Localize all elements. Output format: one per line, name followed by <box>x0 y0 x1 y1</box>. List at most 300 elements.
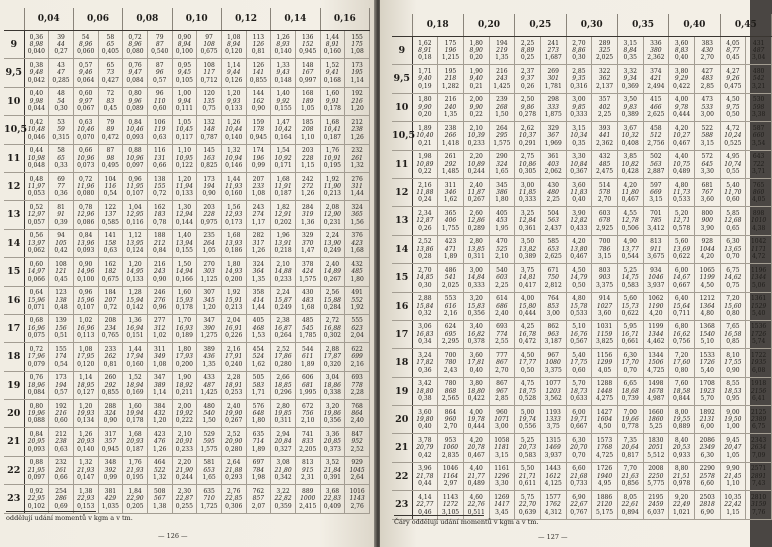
cell-value: 0,073 <box>77 161 95 169</box>
table-cell <box>123 314 148 342</box>
cell-value: 2389 <box>750 416 767 424</box>
cell-value: 0,95 <box>726 395 740 403</box>
cell-value: 2,70 <box>597 196 612 204</box>
cell-value: 7,70 <box>623 465 637 473</box>
cell-value: 681 <box>701 181 713 189</box>
table-cell <box>246 172 271 200</box>
table-row <box>392 122 772 150</box>
table-cell <box>617 377 643 405</box>
cell-value: 5,775 <box>647 480 665 488</box>
cell-value: 1,26 <box>350 133 364 141</box>
cell-value: 1443 <box>545 465 561 473</box>
cell-value: 9,86 <box>520 103 535 111</box>
cell-value: 868 <box>444 387 457 395</box>
row-label: 13 <box>392 207 412 235</box>
cell-value: 2,25 <box>597 111 612 119</box>
table-cell <box>643 122 669 150</box>
cell-value: 0,389 <box>518 253 537 261</box>
table-cell <box>694 207 720 235</box>
cell-value: 0,26 <box>418 224 432 232</box>
cell-value: 0,48 <box>54 303 68 311</box>
cell-value: 414 <box>252 296 265 304</box>
cell-value: 0,378 <box>467 338 485 346</box>
table-cell <box>271 343 296 371</box>
cell-value: 0,583 <box>518 451 537 459</box>
table-cell <box>49 371 74 399</box>
table-row <box>4 201 370 229</box>
table-cell <box>147 172 172 200</box>
cell-value: 2,72 <box>325 317 340 325</box>
table-cell <box>566 349 592 377</box>
table-cell <box>73 485 98 513</box>
cell-value: 264 <box>496 124 508 132</box>
cell-value: 336 <box>650 39 662 47</box>
cell-value: 1,08 <box>153 360 167 368</box>
cell-value: 119 <box>153 126 166 134</box>
table-cell <box>320 286 345 314</box>
cell-value: 7,20 <box>726 295 740 303</box>
cell-value: 1469 <box>545 444 561 452</box>
cell-value: 0,72 <box>103 303 118 311</box>
table-cell <box>643 150 669 178</box>
cell-value: 0,467 <box>467 451 485 459</box>
cell-value: 0,42 <box>54 247 68 255</box>
table-cell <box>592 122 618 150</box>
table-cell <box>540 434 566 462</box>
table-cell <box>221 229 246 257</box>
cell-value: 406 <box>444 217 457 225</box>
cell-value: 2051 <box>648 444 664 452</box>
cell-value: 1573 <box>596 437 613 445</box>
cell-value: 2,85 <box>572 67 586 75</box>
cell-value: 427 <box>701 67 713 75</box>
cell-value: 81 <box>57 203 65 211</box>
table-cell <box>271 201 296 229</box>
cell-value: 15,91 <box>225 296 243 304</box>
cell-value: 0,186 <box>225 247 243 255</box>
cell-value: 126 <box>252 61 265 69</box>
table-cell <box>147 229 172 257</box>
table-cell <box>566 207 592 235</box>
cell-value: 6,60 <box>700 480 714 488</box>
cell-value: 54 <box>81 33 90 41</box>
table-cell <box>221 314 246 342</box>
cell-value: 0,302 <box>323 332 341 340</box>
table-cell <box>98 400 123 428</box>
cell-value: 10,96 <box>77 154 95 162</box>
cell-value: 381 <box>104 487 117 495</box>
table-cell <box>489 122 515 150</box>
cell-value: 16,71 <box>621 330 639 338</box>
cell-value: 553 <box>444 295 457 303</box>
cell-value: 1080 <box>545 359 561 367</box>
cell-value: 9,40 <box>469 75 483 83</box>
cell-value: 0,525 <box>724 139 742 147</box>
cell-value: 1,575 <box>299 275 317 283</box>
cell-value: 17,93 <box>175 353 193 361</box>
cell-value: 14,67 <box>672 274 691 282</box>
cell-value: 774 <box>496 330 508 338</box>
cell-value: 5,20 <box>674 209 689 217</box>
cell-value: 238 <box>351 126 363 134</box>
cell-value: 11,83 <box>570 188 588 196</box>
cell-value: 2,16 <box>350 360 364 368</box>
cell-value: 13,69 <box>672 245 691 253</box>
cell-value: 16,82 <box>467 330 485 338</box>
cell-value: 540 <box>203 410 215 418</box>
table-row <box>4 144 370 172</box>
row-label: 9 <box>392 37 412 65</box>
table-cell <box>271 428 296 456</box>
cell-value: 2503 <box>699 493 715 501</box>
cell-value: 0,064 <box>77 76 95 84</box>
cell-value: 432 <box>153 410 166 418</box>
table-cell <box>123 428 148 456</box>
cell-value: 14,96 <box>77 268 95 276</box>
cell-value: 0,22 <box>469 111 483 119</box>
cell-value: 10,46 <box>77 126 95 134</box>
cell-value: 1,62 <box>251 360 266 368</box>
cell-value: 6,30 <box>726 238 740 246</box>
table-cell <box>515 37 541 65</box>
cell-value: 0,711 <box>672 309 691 317</box>
cell-value: 162 <box>252 97 265 105</box>
cell-value: 10,91 <box>323 154 341 162</box>
cell-value: 700 <box>598 238 611 246</box>
cell-value: 173 <box>351 61 363 69</box>
cell-value: 2,52 <box>418 238 432 246</box>
row-label: 10 <box>392 93 412 121</box>
cell-value: 6,90 <box>572 493 586 501</box>
cell-value: 0,226 <box>225 332 243 340</box>
cell-value: 0,70 <box>623 366 637 374</box>
cell-value: 9,93 <box>227 97 241 105</box>
table-cell <box>643 491 669 519</box>
cell-value: 13,65 <box>724 245 742 253</box>
cell-value: 587 <box>752 124 765 132</box>
row-label: 17 <box>392 320 412 348</box>
table-cell <box>617 406 643 434</box>
cell-value: 1,80 <box>177 345 192 353</box>
cell-value: 108 <box>55 260 67 268</box>
table-cell <box>515 491 541 519</box>
cell-value: 780 <box>444 380 457 388</box>
cell-value: 2,66 <box>276 374 290 382</box>
cell-value: 1427 <box>596 408 613 416</box>
cell-value: 555 <box>351 317 363 325</box>
table-cell <box>617 264 643 292</box>
cell-value: 0,889 <box>672 423 691 431</box>
cell-value: 216 <box>55 410 67 418</box>
column-header: 0,10 <box>172 8 221 31</box>
table-cell <box>694 377 720 405</box>
cell-value: 0,32 <box>418 309 432 317</box>
table-cell <box>720 377 746 405</box>
cell-value: 0,289 <box>467 224 485 232</box>
cell-value: 4,125 <box>544 480 562 488</box>
cell-value: 0,405 <box>101 48 119 56</box>
table-cell <box>694 292 720 320</box>
table-cell <box>617 122 643 150</box>
table-cell <box>694 349 720 377</box>
cell-value: 17,60 <box>672 359 691 367</box>
cell-value: 622 <box>351 345 363 353</box>
cell-value: 1,36 <box>128 317 142 325</box>
table-cell <box>221 144 246 172</box>
row-label: 19 <box>392 377 412 405</box>
table-cell <box>24 87 49 115</box>
cell-value: 21,71 <box>518 472 537 480</box>
table-cell <box>24 428 49 456</box>
table-cell <box>540 150 566 178</box>
table-cell <box>566 434 592 462</box>
table-cell <box>669 320 695 348</box>
cell-value: 4,50 <box>700 281 714 289</box>
cell-value: 2,025 <box>441 281 460 289</box>
cell-value: 0,40 <box>469 366 483 374</box>
table-cell <box>271 371 296 399</box>
cell-value: 10,92 <box>274 154 292 162</box>
cell-value: 0,320 <box>323 360 341 368</box>
cell-value: 9,96 <box>128 97 142 105</box>
cell-value: 9,40 <box>418 75 432 83</box>
cell-value: 216 <box>351 97 363 105</box>
cell-value: 4,90 <box>623 238 637 246</box>
cell-value: 2,70 <box>443 423 458 431</box>
cell-value: 233 <box>104 345 117 353</box>
cell-value: 15,96 <box>27 296 45 304</box>
table-cell <box>617 349 643 377</box>
cell-value: 0,63 <box>103 247 118 255</box>
cell-value: 0,305 <box>518 167 537 175</box>
cell-value: 466 <box>650 103 662 111</box>
cell-value: 669 <box>650 188 662 196</box>
table-cell <box>412 150 438 178</box>
cell-value: 1193 <box>545 408 561 416</box>
cell-value: 0,667 <box>570 423 588 431</box>
cell-value: 219 <box>496 46 508 54</box>
cell-value: 0,102 <box>27 502 45 510</box>
cell-value: 22,67 <box>570 501 588 509</box>
cell-value: 542 <box>752 75 765 83</box>
cell-value: 0,55 <box>726 167 740 175</box>
cell-value: 0,116 <box>126 218 144 226</box>
table-cell <box>438 178 464 206</box>
table-cell <box>49 116 74 144</box>
cell-value: 13,86 <box>416 245 434 253</box>
table-cell <box>592 406 618 434</box>
table-cell <box>295 371 320 399</box>
cell-value: 21,80 <box>274 466 292 474</box>
cell-value: 20,73 <box>518 444 537 452</box>
cell-value: 0,57 <box>54 389 68 397</box>
cell-value: 1,28 <box>128 289 142 297</box>
cell-value: 0,894 <box>621 508 639 516</box>
cell-value: 21,68 <box>570 472 588 480</box>
table-cell <box>147 286 172 314</box>
cell-value: 9,45 <box>726 437 740 445</box>
table-cell <box>98 485 123 513</box>
cell-value: 967 <box>547 351 559 359</box>
cell-value: 110 <box>153 97 166 105</box>
cell-value: 0,30 <box>572 54 586 62</box>
cell-value: 13,93 <box>225 239 243 247</box>
table-cell <box>746 264 772 292</box>
cell-value: 44 <box>57 40 65 48</box>
cell-value: 1,96 <box>276 232 290 240</box>
table-row <box>392 178 772 206</box>
table-cell <box>49 314 74 342</box>
table-cell <box>49 456 74 484</box>
cell-value: 3,38 <box>751 111 766 119</box>
table-cell <box>271 456 296 484</box>
table-cell <box>720 349 746 377</box>
cell-value: 2,56 <box>325 289 340 297</box>
table-cell <box>98 116 123 144</box>
table-cell <box>221 201 246 229</box>
table-cell <box>221 428 246 456</box>
table-cell <box>246 59 271 87</box>
cell-value: 1,08 <box>350 48 364 56</box>
cell-value: 0,187 <box>323 133 341 141</box>
cell-value: 1,47 <box>301 247 315 255</box>
table-cell <box>438 235 464 263</box>
cell-value: 2,362 <box>647 54 665 62</box>
cell-value: 2,24 <box>325 232 340 240</box>
cell-value: 2131 <box>699 416 715 424</box>
table-cell <box>669 434 695 462</box>
cell-value: 14,89 <box>323 268 341 276</box>
cell-value: 800 <box>701 209 713 217</box>
cell-value: 0,19 <box>418 82 432 90</box>
cell-value: 0,327 <box>274 445 292 453</box>
cell-value: 1199 <box>699 274 715 282</box>
cell-value: 345 <box>496 181 508 189</box>
table-cell <box>515 320 541 348</box>
cell-value: 1,687 <box>544 54 562 62</box>
cell-value: 98 <box>106 154 115 162</box>
table-cell <box>98 31 123 59</box>
cell-value: 2290 <box>699 465 715 473</box>
cell-value: 0,585 <box>101 218 119 226</box>
cell-value: 522 <box>153 466 166 474</box>
cell-value: 1,36 <box>301 218 315 226</box>
cell-value: 22,87 <box>175 495 193 503</box>
page-number: — 126 — <box>158 532 188 540</box>
table-cell <box>24 456 49 484</box>
table-cell <box>540 349 566 377</box>
cell-value: 0,72 <box>79 175 93 183</box>
table-cell <box>246 343 271 371</box>
table-cell <box>412 377 438 405</box>
cell-value: 681 <box>302 381 314 389</box>
cell-value: 3,22 <box>276 487 290 495</box>
cell-value: 14,84 <box>467 274 485 282</box>
cell-value: 0,54 <box>103 190 118 198</box>
cell-value: 889 <box>302 487 314 495</box>
cell-value: 0,72 <box>128 33 142 41</box>
cell-value: 0,33 <box>54 161 68 169</box>
table-cell <box>345 286 370 314</box>
table-cell <box>24 229 49 257</box>
cell-value: 361 <box>547 153 559 161</box>
cell-value: 598 <box>752 103 765 111</box>
cell-value: 1,05 <box>177 118 192 126</box>
cell-value: 1,71 <box>418 67 432 75</box>
cell-value: 1,40 <box>276 90 290 98</box>
cell-value: 0,178 <box>323 105 341 113</box>
cell-value: 8,98 <box>29 40 44 48</box>
cell-value: 15,94 <box>126 296 144 304</box>
cell-value: 0,70 <box>572 451 586 459</box>
cell-value: 2,50 <box>520 96 535 104</box>
cell-value: 148 <box>302 61 314 69</box>
cell-value: 514 <box>598 181 611 189</box>
cell-value: 20,79 <box>416 444 434 452</box>
table-cell <box>123 343 148 371</box>
cell-value: 16,83 <box>416 330 434 338</box>
cell-value: 1,80 <box>418 96 432 104</box>
cell-value: 108 <box>203 40 215 48</box>
cell-value: 3,562 <box>544 395 562 403</box>
cell-value: 1,35 <box>251 275 266 283</box>
cell-value: 348 <box>104 459 117 467</box>
cell-value: 272 <box>302 182 314 190</box>
cell-value: 847 <box>351 431 363 439</box>
cell-value: 0,45 <box>103 105 118 113</box>
cell-value: 2,887 <box>647 167 665 175</box>
cell-value: 0,24 <box>418 196 432 204</box>
cell-value: 10,75 <box>672 160 691 168</box>
cell-value: 207 <box>104 296 117 304</box>
table-cell <box>540 235 566 263</box>
cell-value: 15,80 <box>518 302 537 310</box>
cell-value: 1,60 <box>325 90 340 98</box>
cell-value: 3,412 <box>647 224 665 232</box>
cell-value: 4,80 <box>700 309 714 317</box>
cell-value: 13,77 <box>621 245 639 253</box>
table-cell <box>540 264 566 292</box>
cell-value: 0,205 <box>126 502 144 510</box>
cell-value: 431 <box>752 39 765 47</box>
cell-value: 2,88 <box>418 295 432 303</box>
cell-value: 588 <box>701 132 713 140</box>
table-row <box>392 207 772 235</box>
cell-value: 22,90 <box>126 495 144 503</box>
cell-value: 1,60 <box>128 402 142 410</box>
cell-value: 11,88 <box>416 188 434 196</box>
table-cell <box>24 485 49 513</box>
cell-value: 583 <box>252 381 265 389</box>
cell-value: 2,10 <box>495 253 509 261</box>
cell-value: 8,96 <box>128 40 142 48</box>
cell-value: 116 <box>153 147 166 155</box>
cell-value: 167 <box>302 69 314 77</box>
table-cell <box>720 434 746 462</box>
cell-value: 0,69 <box>54 502 68 510</box>
cell-value: 47 <box>57 69 65 77</box>
table-cell <box>320 144 345 172</box>
cell-value: 4,25 <box>520 323 535 331</box>
cell-value: 12,96 <box>77 211 95 219</box>
table-cell <box>515 434 541 462</box>
cell-value: 3,67 <box>623 124 637 132</box>
cell-value: 678 <box>598 217 611 225</box>
cell-value: 4,55 <box>623 209 637 217</box>
cell-value: 1,32 <box>153 474 167 482</box>
cell-value: 0,306 <box>225 502 243 510</box>
cell-value: 288 <box>104 402 117 410</box>
